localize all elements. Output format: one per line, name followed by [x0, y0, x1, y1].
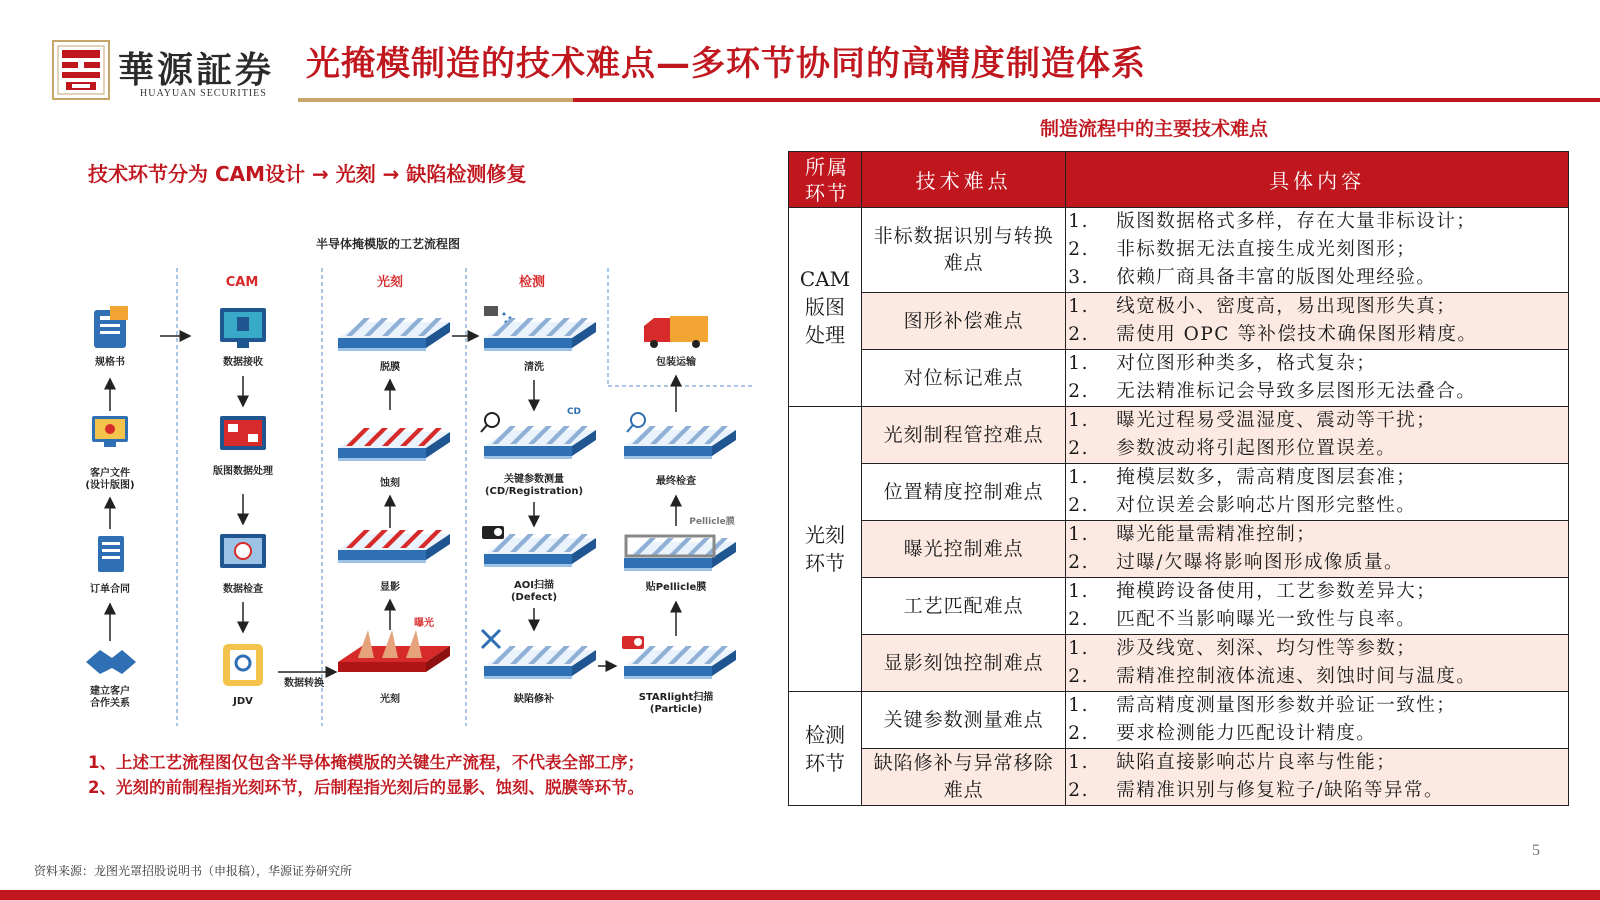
group-cam: CAM 版图 处理 [789, 208, 862, 407]
node-jdv: JDV [233, 696, 253, 707]
table-row [789, 521, 1569, 578]
expose-label: 曝光 [414, 618, 434, 629]
page-number: 5 [1532, 842, 1540, 859]
node-data-receive: 数据接收 [223, 357, 263, 368]
node-clean: 清洗 [524, 362, 544, 373]
node-etch: 蚀刻 [380, 478, 400, 489]
content-cell: 1. 版图数据格式多样，存在大量非标设计； 2. 非标数据无法直接生成光刻图形； 3. 依赖厂商具备丰富的版图处理经验。 [1066, 208, 1569, 293]
node-relation: 建立客户 [90, 686, 130, 697]
table-row [789, 293, 1569, 350]
handshake-icon [86, 650, 136, 674]
node-starlight-sub: (Particle) [649, 704, 703, 715]
table-row [789, 208, 1569, 293]
node-customer-file: 客户文件 [90, 468, 130, 479]
header-content: 具体内容 [1066, 152, 1569, 208]
node-develop: 显影 [380, 582, 400, 593]
difficulty-cell: 工艺匹配难点 [861, 578, 1065, 635]
difficulty-cell: 曝光控制难点 [861, 521, 1065, 578]
starlight-plate-icon [624, 646, 736, 679]
difficulty-cell: 图形补偿难点 [861, 293, 1065, 350]
node-data-check: 数据检查 [223, 584, 263, 595]
column-label-cam: CAM [225, 275, 259, 290]
node-order: 订单合同 [90, 584, 130, 595]
measure-plate-icon [484, 426, 596, 459]
node-aoi-sub: (Defect) [510, 592, 558, 603]
cd-tag: CD [566, 407, 582, 417]
layout-monitor-icon [220, 416, 266, 450]
node-layout-process: 版图数据处理 [213, 466, 273, 477]
monitor-icon [220, 308, 266, 348]
header-section: 所属 环节 [789, 152, 862, 208]
table-row [789, 350, 1569, 407]
pellicle-plate-icon [624, 536, 736, 571]
table-row [789, 692, 1569, 749]
header [0, 0, 1600, 104]
node-pellicle: 贴Pellicle膜 [645, 582, 707, 593]
node-starlight: STARlight扫描 [638, 692, 714, 703]
projector-icon [622, 636, 644, 649]
table-row [789, 749, 1569, 806]
content-cell: 1. 掩模跨设备使用，工艺参数差异大； 2. 匹配不当影响曝光一致性与良率。 [1066, 578, 1569, 635]
difficulty-cell: 光刻制程管控难点 [861, 407, 1065, 464]
contract-icon [98, 536, 124, 572]
content-cell: 1. 需高精度测量图形参数并验证一致性； 2. 要求检测能力匹配设计精度。 [1066, 692, 1569, 749]
group-inspect: 检测 环节 [789, 692, 862, 806]
flowchart-title: 半导体掩模版的工艺流程图 [315, 237, 461, 251]
litho-plate-icon [338, 630, 450, 672]
content-cell: 1. 曝光能量需精准控制； 2. 过曝/欠曝将影响图形成像质量。 [1066, 521, 1569, 578]
table-header-row [789, 152, 1569, 208]
node-cd-measure-sub: (CD/Registration) [484, 486, 584, 497]
content-cell: 1. 掩模层数多，需高精度图层套准； 2. 对位误差会影响芯片图形完整性。 [1066, 464, 1569, 521]
note-line: 2、光刻的前制程指光刻环节，后制程指光刻后的显影、蚀刻、脱膜等环节。 [88, 778, 644, 797]
jdv-icon [223, 644, 263, 686]
node-repair: 缺陷修补 [514, 694, 554, 705]
pellicle-tag: Pellicle膜 [689, 517, 735, 527]
title-underline-gold [298, 98, 573, 102]
section-subtitle: 技术环节分为 CAM设计 → 光刻 → 缺陷检测修复 [88, 162, 527, 186]
content-cell: 1. 对位图形种类多，格式复杂； 2. 无法精准标记会导致多层图形无法叠合。 [1066, 350, 1569, 407]
node-pack: 包装运输 [656, 357, 696, 368]
final-magnifier-icon [627, 413, 645, 432]
content-cell: 1. 缺陷直接影响芯片良率与性能； 2. 需精准识别与修复粒子/缺陷等异常。 [1066, 749, 1569, 806]
node-cd-measure: 关键参数测量 [504, 474, 564, 485]
footer-bar [0, 890, 1600, 900]
table-row [789, 578, 1569, 635]
content-cell: 1. 涉及线宽、刻深、均匀性等参数； 2. 需精准控制液体流速、刻蚀时间与温度。 [1066, 635, 1569, 692]
table-row [789, 635, 1569, 692]
tools-icon [482, 630, 500, 648]
process-flowchart [82, 226, 754, 746]
computer-icon [92, 416, 128, 447]
develop-plate-icon [338, 530, 450, 563]
source-note: 资料来源：龙图光罩招股说明书（申报稿），华源证券研究所 [34, 864, 353, 878]
document-icon [94, 306, 128, 348]
difficulty-cell: 缺陷修补与异常移除难点 [861, 749, 1065, 806]
node-litho: 光刻 [380, 694, 400, 705]
final-plate-icon [624, 426, 736, 459]
node-relation-sub: 合作关系 [90, 698, 130, 709]
clean-plate-icon [484, 318, 596, 351]
header-difficulty: 技术难点 [861, 152, 1065, 208]
difficulty-cell: 关键参数测量难点 [861, 692, 1065, 749]
repair-plate-icon [484, 646, 596, 679]
difficulty-cell: 非标数据识别与转换难点 [861, 208, 1065, 293]
column-label-inspect: 检测 [518, 275, 546, 290]
content-cell: 1. 线宽极小、密度高，易出现图形失真； 2. 需使用 OPC 等补偿技术确保图形精度。 [1066, 293, 1569, 350]
notes [88, 750, 644, 800]
difficulty-cell: 显影刻蚀控制难点 [861, 635, 1065, 692]
huayuan-logo-icon [52, 40, 110, 100]
content-cell: 1. 曝光过程易受温湿度、震动等干扰； 2. 参数波动将引起图形位置误差。 [1066, 407, 1569, 464]
difficulty-cell: 对位标记难点 [861, 350, 1065, 407]
table-title: 制造流程中的主要技术难点 [1040, 118, 1269, 140]
node-spec: 规格书 [95, 357, 125, 368]
table-row [789, 407, 1569, 464]
table-row [789, 464, 1569, 521]
node-data-convert: 数据转换 [284, 678, 324, 689]
column-label-litho: 光刻 [376, 275, 404, 290]
title-underline-red [573, 98, 1600, 102]
node-customer-file-sub: (设计版图) [85, 480, 135, 491]
difficulty-cell: 位置精度控制难点 [861, 464, 1065, 521]
note-line: 1、上述工艺流程图仅包含半导体掩模版的关键生产流程，不代表全部工序； [88, 753, 644, 772]
check-monitor-icon [220, 534, 266, 568]
brand-name: 華源証券 [118, 49, 275, 91]
strip-plate-icon [338, 318, 450, 351]
node-final-check: 最终检查 [656, 476, 696, 487]
difficulty-table [788, 151, 1569, 806]
group-litho: 光刻 环节 [789, 407, 862, 692]
node-strip: 脱膜 [380, 362, 400, 373]
magnifier-icon [481, 413, 499, 432]
truck-icon [644, 316, 708, 348]
brand-name-en: HUAYUAN SECURITIES [140, 88, 267, 99]
node-aoi: AOI扫描 [514, 580, 554, 591]
camera-icon [482, 526, 504, 539]
etch-plate-icon [338, 428, 450, 461]
page-title: 光掩模制造的技术难点—多环节协同的高精度制造体系 [306, 44, 1146, 84]
